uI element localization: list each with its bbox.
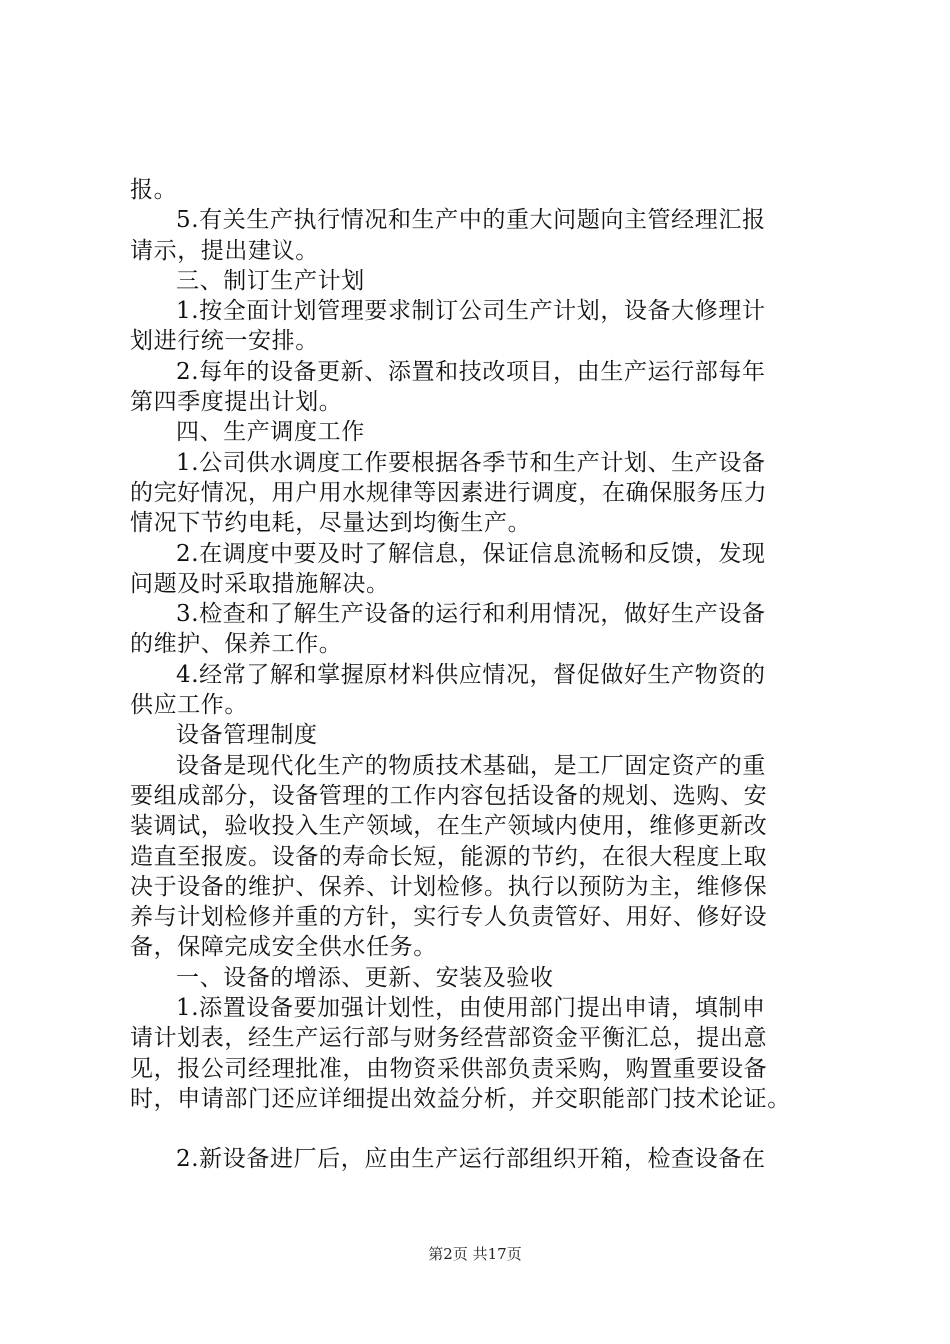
text-line: 2.在调度中要及时了解信息，保证信息流畅和反馈，发现: [176, 540, 766, 567]
text-line: 设备管理制度: [176, 722, 318, 749]
text-line: 供应工作。: [130, 692, 248, 719]
text-line: 造直至报废。设备的寿命长短，能源的节约，在很大程度上取: [130, 843, 768, 870]
text-line: 一、设备的增添、更新、安装及验收: [176, 964, 554, 991]
text-line: 时，申请部门还应详细提出效益分析，并交职能部门技术论证。: [130, 1085, 791, 1112]
text-line: 5.有关生产执行情况和生产中的重大问题向主管经理汇报: [176, 207, 766, 234]
document-body: [130, 175, 830, 1175]
text-line: 2.新设备进厂后，应由生产运行部组织开箱，检查设备在: [176, 1146, 766, 1173]
text-line: 报。: [130, 177, 178, 203]
text-line: 见，报公司经理批准，由物资采供部负责采购，购置重要设备: [130, 1055, 768, 1082]
text-line: 设备是现代化生产的物质技术基础，是工厂固定资产的重: [176, 752, 766, 779]
text-line: 养与计划检修并重的方针，实行专人负责管好、用好、修好设: [130, 904, 768, 931]
text-line: 情况下节约电耗，尽量达到均衡生产。: [130, 510, 532, 537]
text-line: 的维护、保养工作。: [130, 631, 343, 658]
text-line: 第四季度提出计划。: [130, 389, 343, 416]
text-line: 4.经常了解和掌握原材料供应情况，督促做好生产物资的: [176, 661, 766, 688]
text-line: 1.按全面计划管理要求制订公司生产计划，设备大修理计: [176, 298, 766, 325]
text-line: 三、制订生产计划: [176, 267, 365, 294]
text-line: 决于设备的维护、保养、计划检修。执行以预防为主，维修保: [130, 873, 768, 900]
text-line: 请示，提出建议。: [130, 237, 319, 264]
text-line: 要组成部分，设备管理的工作内容包括设备的规划、选购、安: [130, 782, 768, 809]
text-line: 1.添置设备要加强计划性，由使用部门提出申请，填制申: [176, 995, 766, 1022]
text-line: 1.公司供水调度工作要根据各季节和生产计划、生产设备: [176, 449, 766, 476]
text-line: 备，保障完成安全供水任务。: [130, 934, 437, 961]
text-line: 3.检查和了解生产设备的运行和利用情况，做好生产设备: [176, 601, 766, 628]
page-footer: 第2页 共17页: [428, 1245, 522, 1263]
text-line: 请计划表，经生产运行部与财务经营部资金平衡汇总，提出意: [130, 1025, 768, 1052]
paragraph-gap: [130, 1114, 830, 1144]
text-line: 问题及时采取措施解决。: [130, 570, 390, 597]
text-line: 装调试，验收投入生产领域，在生产领域内使用，维修更新改: [130, 813, 768, 840]
text-line: 2.每年的设备更新、添置和技改项目，由生产运行部每年: [176, 358, 766, 385]
text-line: 的完好情况，用户用水规律等因素进行调度，在确保服务压力: [130, 479, 768, 506]
text-line: 划进行统一安排。: [130, 328, 319, 355]
text-line: 四、生产调度工作: [176, 419, 365, 446]
